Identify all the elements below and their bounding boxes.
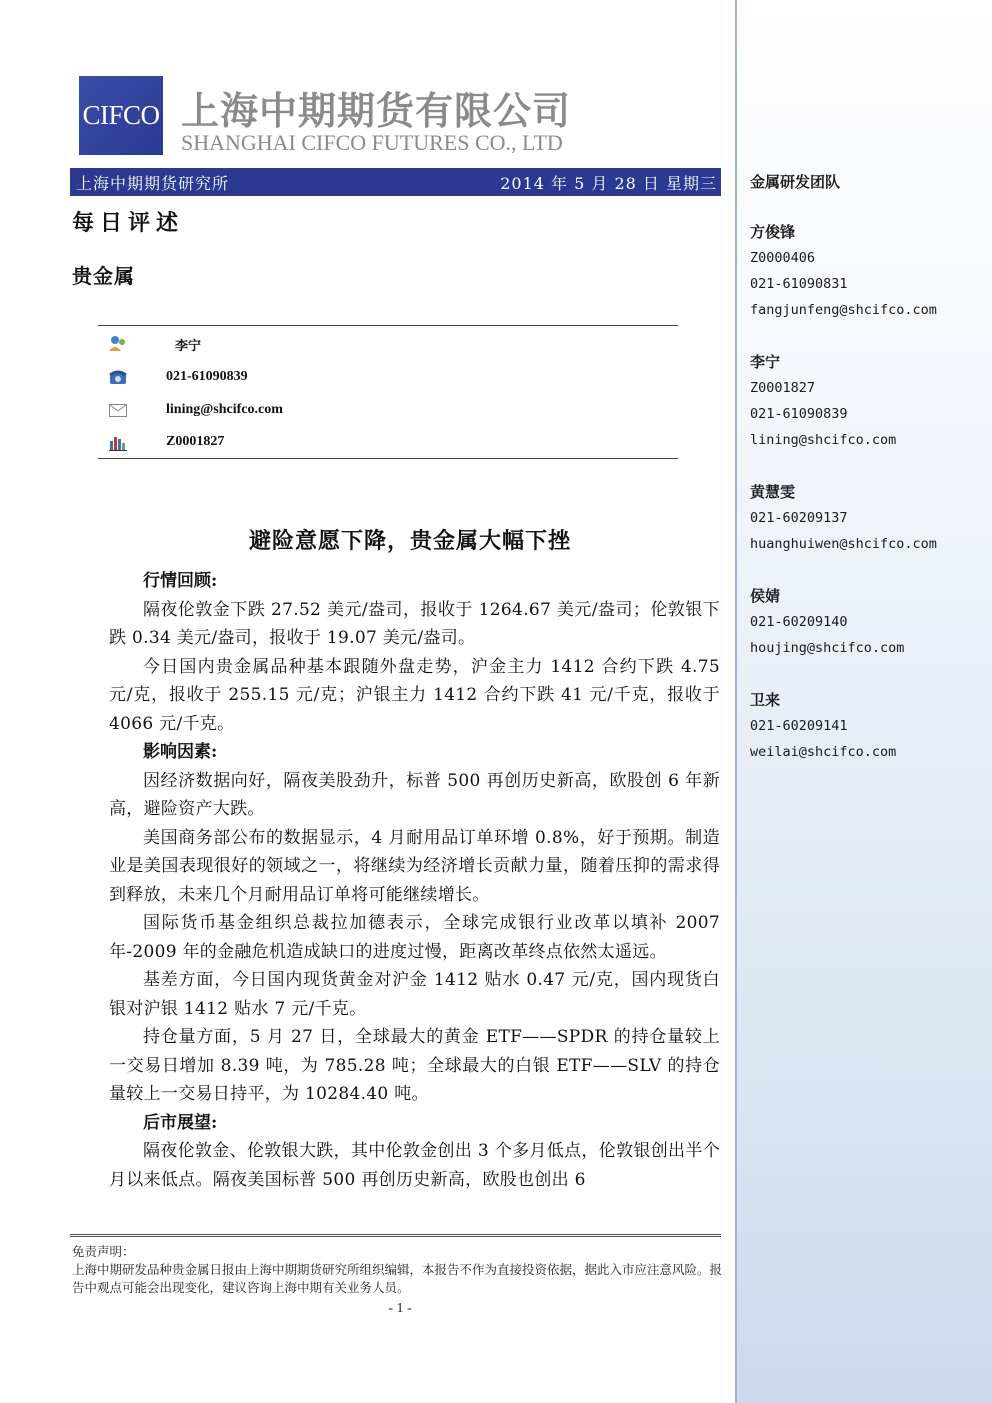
- paragraph: 基差方面，今日国内现货黄金对沪金 1412 贴水 0.47 元/克，国内现货白银对沪银 1412 贴水 7 元/千克。: [109, 970, 720, 1019]
- analyst-license: Z0000406: [750, 250, 816, 266]
- analyst-email: huanghuiwen@shcifco.com: [750, 536, 937, 552]
- analyst-card: [750, 586, 904, 664]
- analyst-card: [750, 482, 937, 560]
- article-body: [109, 567, 720, 1194]
- analyst-name: 卫来: [750, 691, 781, 709]
- analyst-phone: 021-60209141: [750, 718, 848, 734]
- author-phone: 021-61090839: [166, 369, 248, 384]
- analyst-name: 方俊锋: [750, 223, 796, 241]
- analyst-email: houjing@shcifco.com: [750, 640, 905, 656]
- review-heading: 行情回顾:: [143, 571, 218, 591]
- author-license: Z0001827: [166, 434, 225, 449]
- page-number: - 1 -: [388, 1301, 412, 1316]
- analyst-email: lining@shcifco.com: [750, 432, 897, 448]
- paragraph: 隔夜伦敦金下跌 27.52 美元/盎司，报收于 1264.67 美元/盎司；伦敦银下跌 0.34 美元/盎司，报收于 19.07 美元/盎司。: [109, 599, 720, 648]
- analyst-card: [750, 222, 937, 326]
- factors-heading: 影响因素:: [143, 742, 218, 762]
- paragraph: 美国商务部公布的数据显示，4 月耐用品订单环增 0.8%，好于预期。制造业是美国表现很好的领域之一，将继续为经济增长贡献力量，随着压抑的需求得到释放，未来几个月耐用品订单将可能继续增长。: [109, 827, 720, 905]
- disclaimer-text: 上海中期研发品种贵金属日报由上海中期期货研究所组织编辑，本报告不作为直接投资依据，据此入市应注意风险。报告中观点可能会出现变化，建议咨询上海中期有关业务人员。: [72, 1262, 723, 1295]
- disclaimer-title: 免责声明：: [72, 1244, 135, 1259]
- author-name: 李宁: [175, 339, 202, 354]
- analyst-phone: 021-61090839: [750, 406, 848, 422]
- analyst-phone: 021-60209140: [750, 614, 848, 630]
- analyst-phone: 021-61090831: [750, 276, 848, 292]
- outlook-heading: 后市展望:: [143, 1112, 218, 1133]
- paragraph: 隔夜伦敦金、伦敦银大跌，其中伦敦金创出 3 个多月低点，伦敦银创出半个月以来低点。隔夜美国标普 500 再创历史新高，欧股也创出 6: [109, 1141, 720, 1190]
- company-name-cn: 上海中期期货有限公司: [181, 89, 572, 133]
- footer-divider: [70, 1234, 721, 1237]
- author-email: lining@shcifco.com: [166, 402, 283, 417]
- analyst-email: weilai@shcifco.com: [750, 744, 897, 760]
- analyst-name: 李宁: [750, 353, 781, 371]
- sidebar-title: 金属研发团队: [750, 173, 841, 191]
- analyst-email: fangjunfeng@shcifco.com: [750, 302, 937, 318]
- paragraph: 今日国内贵金属品种基本跟随外盘走势，沪金主力 1412 合约下跌 4.75 元/克，报收于 255.15 元/克；沪银主力 1412 合约下跌 41 元/千克，报收于 4066 元/千克。: [109, 656, 720, 734]
- analyst-name: 侯婧: [750, 587, 781, 605]
- analyst-name: 黄慧雯: [750, 483, 796, 501]
- disclaimer: [72, 1243, 722, 1297]
- paragraph: 持仓量方面，5 月 27 日，全球最大的黄金 ETF——SPDR 的持仓量较上一交易日增加 8.39 吨，为 785.28 吨；全球最大的白银 ETF——SLV 的持仓量较上一交易日持平，为 10284.40 吨。: [109, 1027, 720, 1104]
- logo-text: CIFCO: [82, 100, 160, 130]
- analyst-card: [750, 352, 896, 456]
- analyst-phone: 021-60209137: [750, 510, 848, 526]
- analyst-license: Z0001827: [750, 380, 816, 396]
- institute-name: 上海中期期货研究所: [76, 173, 230, 193]
- report-date: 2014 年 5 月 28 日 星期三: [500, 173, 717, 193]
- analyst-card: [750, 690, 896, 768]
- section-title: 每日评述: [72, 210, 185, 236]
- paragraph: 国际货币基金组织总裁拉加德表示，全球完成银行业改革以填补 2007 年-2009 年的金融危机造成缺口的进度过慢，距离改革终点依然太遥远。: [109, 913, 720, 962]
- article-title: 避险意愿下降，贵金属大幅下挫: [248, 528, 571, 554]
- company-name-en: SHANGHAI CIFCO FUTURES CO., LTD: [181, 130, 563, 155]
- team-sidebar: [735, 0, 992, 1403]
- category-title: 贵金属: [72, 264, 135, 288]
- paragraph: 因经济数据向好，隔夜美股劲升，标普 500 再创历史新高，欧股创 6 年新高，避险资产大跌。: [109, 770, 720, 819]
